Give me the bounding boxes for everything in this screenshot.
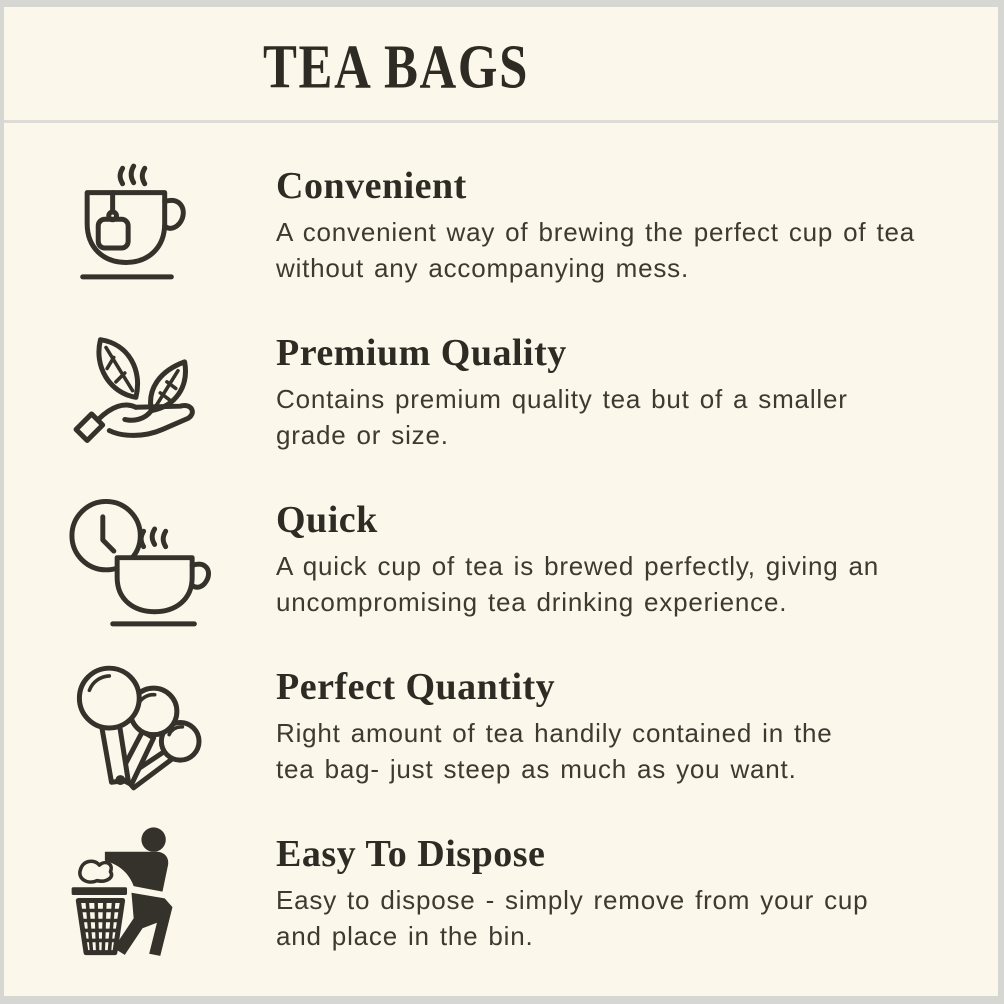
section-body: Contains premium quality tea but of a smaller grade or size. [276, 384, 848, 450]
page-title: TEA BAGS [262, 33, 530, 102]
hand-leaves-icon [62, 319, 212, 469]
section-convenient [4, 143, 998, 310]
section-body: A quick cup of tea is brewed perfectly, giving an uncompromising tea drinking experience. [276, 551, 880, 617]
section-text [276, 333, 998, 454]
feature-list [4, 123, 998, 978]
section-text [276, 667, 998, 788]
section-premium-quality [4, 310, 998, 477]
section-perfect-quantity [4, 644, 998, 811]
section-heading: Quick [276, 499, 378, 542]
section-body: A convenient way of brewing the perfect cup of tea without any accompanying mess. [276, 217, 916, 283]
measuring-spoons-icon [62, 653, 212, 803]
section-heading: Perfect Quantity [276, 666, 556, 709]
section-quick [4, 477, 998, 644]
section-easy-to-dispose [4, 811, 998, 978]
section-text [276, 500, 998, 621]
header [4, 7, 998, 123]
section-body: Easy to dispose - simply remove from your cup and place in the bin. [276, 885, 869, 951]
section-body: Right amount of tea handily contained in the tea bag- just steep as much as you want. [276, 718, 833, 784]
section-heading: Premium Quality [276, 332, 567, 375]
clock-teacup-icon [62, 486, 212, 636]
tidyman-bin-icon [62, 820, 212, 970]
section-text [276, 166, 998, 287]
section-text [276, 834, 998, 955]
section-heading: Easy To Dispose [276, 833, 546, 876]
teacup-teabag-icon [62, 152, 212, 302]
section-heading: Convenient [276, 165, 467, 208]
